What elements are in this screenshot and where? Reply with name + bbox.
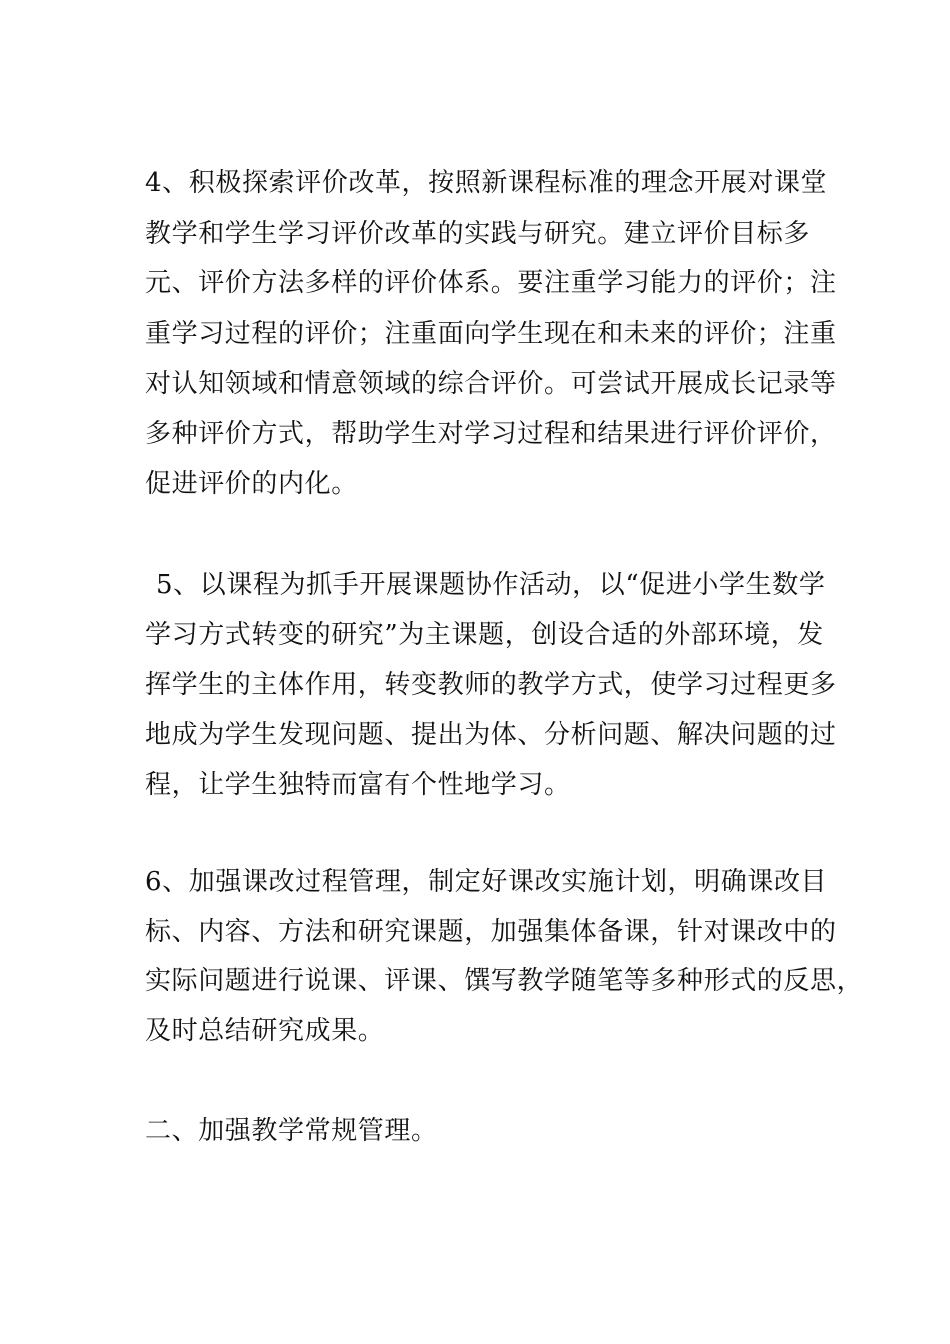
paragraph-5-line-4: 地成为学生发现问题、提出为体、分析问题、解决问题的过 — [145, 720, 837, 750]
paragraph-6-line-2: 标、内容、方法和研究课题，加强集体备课，针对课改中的 — [145, 917, 837, 947]
section-heading-line: 二、加强教学常规管理。 — [145, 1116, 438, 1146]
paragraph-5-line-2: 学习方式转变的研究”为主课题，创设合适的外部环境，发 — [145, 620, 824, 650]
paragraph-6-line-1: 6、加强课改过程管理，制定好课改实施计划，明确课改目 — [145, 867, 828, 897]
paragraph-5-line-5: 程，让学生独特而富有个性地学习。 — [145, 770, 571, 800]
paragraph-4-line-3: 元、评价方法多样的评价体系。要注重学习能力的评价；注 — [145, 268, 837, 298]
paragraph-4-line-1: 4、积极探索评价改革，按照新课程标准的理念开展对课堂 — [145, 168, 828, 198]
paragraph-6-line-4: 及时总结研究成果。 — [145, 1016, 385, 1046]
paragraph-4-line-2: 教学和学生学习评价改革的实践与研究。建立评价目标多 — [145, 219, 811, 249]
paragraph-4-line-5: 对认知领域和情意领域的综合评价。可尝试开展成长记录等 — [145, 369, 837, 399]
paragraph-6-line-3: 实际问题进行说课、评课、馔写教学随笔等多种形式的反思， — [145, 966, 864, 996]
paragraph-5-line-3: 挥学生的主体作用，转变教师的教学方式，使学习过程更多 — [145, 670, 837, 700]
paragraph-4-line-7: 促进评价的内化。 — [145, 469, 358, 499]
paragraph-4-line-6: 多种评价方式，帮助学生对学习过程和结果进行评价评价， — [145, 419, 837, 449]
paragraph-4-line-4: 重学习过程的评价；注重面向学生现在和未来的评价；注重 — [145, 319, 837, 349]
paragraph-5-line-1: 5、以课程为抓手开展课题协作活动，以“促进小学生数学 — [156, 570, 826, 600]
